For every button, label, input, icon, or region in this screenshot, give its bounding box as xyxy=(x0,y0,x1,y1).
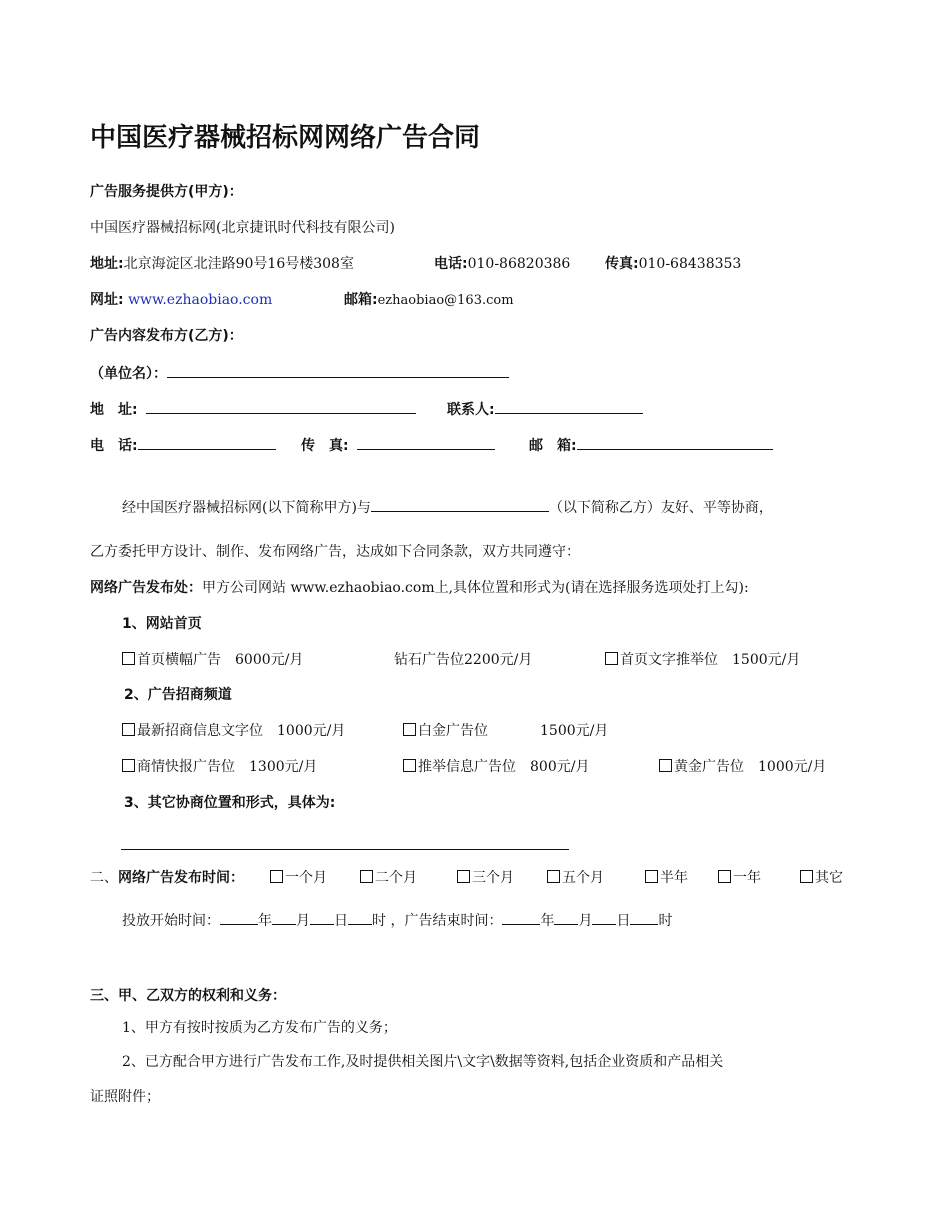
checkbox[interactable] xyxy=(645,870,658,883)
month-unit: 月 xyxy=(296,913,310,929)
checkbox[interactable] xyxy=(718,870,731,883)
time-option-5[interactable] xyxy=(547,868,604,888)
other-position-blank[interactable] xyxy=(121,849,569,850)
publish-place-row xyxy=(90,578,749,598)
contact-person-blank[interactable] xyxy=(495,398,643,414)
year-unit: 年 xyxy=(258,913,272,929)
party-b-address-row xyxy=(90,398,416,420)
intro-line-1 xyxy=(122,496,773,518)
section-3-heading: 3、其它协商位置和形式，具体为: xyxy=(124,795,336,811)
time-option-other[interactable] xyxy=(800,868,843,888)
address-label: 地址: xyxy=(90,256,124,272)
option-home-banner[interactable] xyxy=(122,650,303,670)
option-label: 最新招商信息文字位 1000元/月 xyxy=(137,723,346,739)
time-option-year[interactable] xyxy=(718,868,761,888)
end-day-blank[interactable] xyxy=(592,909,616,925)
phone-label: 电话: xyxy=(434,256,468,272)
start-day-blank[interactable] xyxy=(310,909,334,925)
day-unit: 日 xyxy=(616,913,631,929)
fax-value: 010-68438353 xyxy=(638,256,742,272)
rights-heading-text: 三、甲、乙双方的权利和义务： xyxy=(90,988,286,1004)
contact-person-label: 联系人: xyxy=(447,402,495,418)
party-a-website xyxy=(90,290,272,310)
party-a-phone xyxy=(434,254,570,274)
time-option-half-year[interactable] xyxy=(645,868,688,888)
checkbox[interactable] xyxy=(122,723,135,736)
party-b-email-blank[interactable] xyxy=(577,434,773,450)
time-option-1[interactable] xyxy=(270,868,327,888)
document-title: 中国医疗器械招标网网络广告合同 xyxy=(90,123,481,153)
checkbox[interactable] xyxy=(270,870,283,883)
option-label: 黄金广告位 1000元/月 xyxy=(674,759,827,775)
checkbox[interactable] xyxy=(605,652,618,665)
start-hour-blank[interactable] xyxy=(348,909,372,925)
rights-item-2-line-2: 证照附件； xyxy=(90,1089,160,1105)
option-platinum-price: 1500元/月 xyxy=(540,723,609,739)
option-label: 首页横幅广告 6000元/月 xyxy=(137,652,304,668)
checkbox[interactable] xyxy=(122,652,135,665)
start-month-blank[interactable] xyxy=(272,909,296,925)
date-range-row xyxy=(122,909,672,931)
option-label: 首页文字推举位 1500元/月 xyxy=(620,652,801,668)
hour-unit: 时 xyxy=(372,913,386,929)
party-b-address-label: 地 址: xyxy=(90,402,138,418)
option-label: 二个月 xyxy=(375,870,417,886)
party-b-phone-row xyxy=(90,434,276,456)
checkbox[interactable] xyxy=(800,870,813,883)
party-a-name: 中国医疗器械招标网(北京捷讯时代科技有限公司) xyxy=(90,220,395,236)
checkbox[interactable] xyxy=(457,870,470,883)
party-b-heading: 广告内容发布方(乙方)： xyxy=(90,328,243,344)
fax-label: 传真: xyxy=(605,256,639,272)
publish-place-text: 甲方公司网站 www.ezhaobiao.com上,具体位置和形式为(请在选择服务选项处打上勾): xyxy=(202,580,749,596)
option-label: 推举信息广告位 800元/月 xyxy=(418,759,590,775)
option-label: 三个月 xyxy=(472,870,514,886)
party-b-email-row xyxy=(529,434,773,456)
time-option-3[interactable] xyxy=(457,868,514,888)
email-value: ezhaobiao@163.com xyxy=(377,293,514,308)
intro-text-a: 经中国医疗器械招标网(以下简称甲方)与 xyxy=(122,500,371,516)
time-label: 网络广告发布时间： xyxy=(118,870,244,886)
time-option-2[interactable] xyxy=(360,868,417,888)
section-2-heading: 2、广告招商频道 xyxy=(124,687,232,703)
checkbox[interactable] xyxy=(659,759,672,772)
party-b-name-blank[interactable] xyxy=(371,496,549,512)
party-b-fax-label: 传 真: xyxy=(301,438,349,454)
party-b-address-blank[interactable] xyxy=(146,398,416,414)
party-a-heading: 广告服务提供方(甲方)： xyxy=(90,184,243,200)
end-year-blank[interactable] xyxy=(502,909,540,925)
option-label: 一年 xyxy=(733,870,761,886)
end-hour-blank[interactable] xyxy=(630,909,658,925)
option-gold[interactable] xyxy=(659,757,826,777)
option-label: 商情快报广告位 1300元/月 xyxy=(137,759,318,775)
unit-name-row xyxy=(90,362,509,384)
website-link[interactable]: www.ezhaobiao.com xyxy=(128,292,273,308)
option-latest-text[interactable] xyxy=(122,721,345,741)
intro-line-2: 乙方委托甲方设计、制作、发布网络广告，达成如下合同条款，双方共同遵守： xyxy=(90,544,580,560)
rights-item-1: 1、甲方有按时按质为乙方发布广告的义务； xyxy=(122,1020,397,1036)
unit-name-label: （单位名）： xyxy=(90,366,167,382)
checkbox[interactable] xyxy=(360,870,373,883)
party-a-fax xyxy=(605,254,741,274)
start-year-blank[interactable] xyxy=(220,909,258,925)
phone-value: 010-86820386 xyxy=(467,256,571,272)
option-home-text[interactable] xyxy=(605,650,800,670)
intro-text-b: （以下简称乙方）友好、平等协商， xyxy=(548,500,773,516)
checkbox[interactable] xyxy=(403,759,416,772)
option-market-news[interactable] xyxy=(122,757,317,777)
rights-heading xyxy=(90,986,286,1006)
end-label: ，广告结束时间： xyxy=(390,913,503,929)
option-diamond[interactable] xyxy=(394,650,532,670)
party-b-phone-blank[interactable] xyxy=(138,434,276,450)
option-label: 半年 xyxy=(660,870,688,886)
section-1-heading: 1、网站首页 xyxy=(122,616,202,632)
option-label: 其它 xyxy=(815,870,843,886)
option-label: 白金广告位 xyxy=(418,723,488,739)
option-label: 五个月 xyxy=(562,870,604,886)
party-b-phone-label: 电 话: xyxy=(90,438,138,454)
party-b-fax-blank[interactable] xyxy=(357,434,495,450)
option-recommend[interactable] xyxy=(403,757,589,777)
option-label: 一个月 xyxy=(285,870,327,886)
checkbox[interactable] xyxy=(122,759,135,772)
year-unit: 年 xyxy=(540,913,555,929)
party-a-email xyxy=(344,290,514,311)
checkbox[interactable] xyxy=(403,723,416,736)
party-a-contact-line xyxy=(90,254,354,274)
party-b-contact-row xyxy=(447,398,643,420)
start-label: 投放开始时间： xyxy=(122,913,220,929)
address-value: 北京海淀区北洼路90号16号楼308室 xyxy=(123,256,354,272)
option-platinum[interactable] xyxy=(403,721,488,741)
rights-item-2-line-1: 2、已方配合甲方进行广告发布工作,及时提供相关图片\文字\数据等资料,包括企业资质和产品相关 xyxy=(122,1054,724,1070)
party-b-fax-row xyxy=(301,434,495,456)
email-label: 邮箱: xyxy=(344,292,378,308)
publish-place-label: 网络广告发布处： xyxy=(90,580,202,596)
time-row xyxy=(90,868,244,888)
party-b-email-label: 邮 箱: xyxy=(529,438,577,454)
checkbox[interactable] xyxy=(547,870,560,883)
website-label: 网址: xyxy=(90,292,124,308)
time-prefix: 二、 xyxy=(90,870,118,886)
hour-unit: 时 xyxy=(658,913,673,929)
end-month-blank[interactable] xyxy=(554,909,578,925)
unit-name-blank[interactable] xyxy=(167,362,509,378)
option-label: 钻石广告位2200元/月 xyxy=(394,652,533,668)
day-unit: 日 xyxy=(334,913,348,929)
month-unit: 月 xyxy=(578,913,593,929)
